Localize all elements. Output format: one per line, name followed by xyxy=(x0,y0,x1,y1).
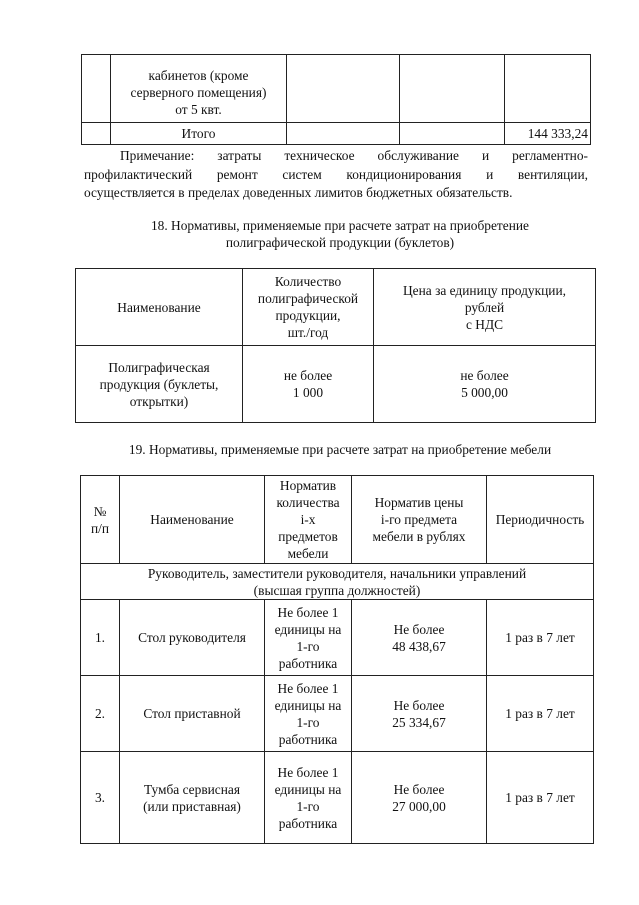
quantity-norm: Не более 1 единицы на 1-го работника xyxy=(265,752,352,844)
table-row xyxy=(82,55,591,123)
column-header: Норматив цены i-го предмета мебели в рублях xyxy=(352,476,487,564)
table-cell xyxy=(400,55,505,123)
column-header: Периодичность xyxy=(487,476,594,564)
note-line: осуществляется в пределах доведенных лимитов бюджетных обязательств. xyxy=(84,185,513,200)
note-line: профилактический ремонт систем кондиционирования и вентиляции, xyxy=(84,166,588,182)
table-cell xyxy=(287,55,400,123)
item-name: Тумба сервисная (или приставная) xyxy=(120,752,265,844)
item-name: Стол приставной xyxy=(120,676,265,752)
table-cell: не более 1 000 xyxy=(243,346,374,423)
section-19-heading: 19. Нормативы, применяемые при расчете затрат на приобретение мебели xyxy=(128,442,552,457)
quantity-norm: Не более 1 единицы на 1-го работника xyxy=(265,600,352,676)
column-header: Норматив количества i-х предметов мебели xyxy=(265,476,352,564)
printing-norms-table xyxy=(75,268,596,423)
table-cell xyxy=(287,123,400,145)
note-line: Примечание: затраты техническое обслуживание и регламентно- xyxy=(120,148,588,163)
cost-table-fragment xyxy=(81,54,591,145)
periodicity: 1 раз в 7 лет xyxy=(487,752,594,844)
column-header: № п/п xyxy=(81,476,120,564)
row-number: 3. xyxy=(81,752,120,844)
table-cell: Полиграфическая продукция (буклеты, открытки) xyxy=(76,346,243,423)
table-header-row xyxy=(81,476,594,564)
item-name-cell: кабинетов (кроме серверного помещения) от 5 квт. xyxy=(111,55,287,123)
row-number: 1. xyxy=(81,600,120,676)
table-row xyxy=(81,676,594,752)
column-header: Количество полиграфической продукции, шт./год xyxy=(243,269,374,346)
column-header: Цена за единицу продукции, рублей с НДС xyxy=(374,269,596,346)
table-cell xyxy=(82,55,111,123)
total-value: 144 333,24 xyxy=(505,123,591,145)
group-header: Руководитель, заместители руководителя, начальники управлений (высшая группа должностей) xyxy=(81,564,594,600)
table-header-row xyxy=(76,269,596,346)
item-name: Стол руководителя xyxy=(120,600,265,676)
note-paragraph xyxy=(84,147,588,203)
total-row xyxy=(82,123,591,145)
price-norm: Не более 25 334,67 xyxy=(352,676,487,752)
group-row xyxy=(81,564,594,600)
quantity-norm: Не более 1 единицы на 1-го работника xyxy=(265,676,352,752)
column-header: Наименование xyxy=(76,269,243,346)
table-cell xyxy=(400,123,505,145)
table-row xyxy=(81,752,594,844)
price-norm: Не более 48 438,67 xyxy=(352,600,487,676)
section-18-heading: 18. Нормативы, применяемые при расчете затрат на приобретение полиграфической продукции (буклетов) xyxy=(150,218,530,250)
furniture-norms-table xyxy=(80,475,594,844)
total-label: Итого xyxy=(111,123,287,145)
price-norm: Не более 27 000,00 xyxy=(352,752,487,844)
periodicity: 1 раз в 7 лет xyxy=(487,676,594,752)
table-row xyxy=(76,346,596,423)
periodicity: 1 раз в 7 лет xyxy=(487,600,594,676)
table-cell xyxy=(505,55,591,123)
table-cell: не более 5 000,00 xyxy=(374,346,596,423)
row-number: 2. xyxy=(81,676,120,752)
table-cell xyxy=(82,123,111,145)
column-header: Наименование xyxy=(120,476,265,564)
table-row xyxy=(81,600,594,676)
